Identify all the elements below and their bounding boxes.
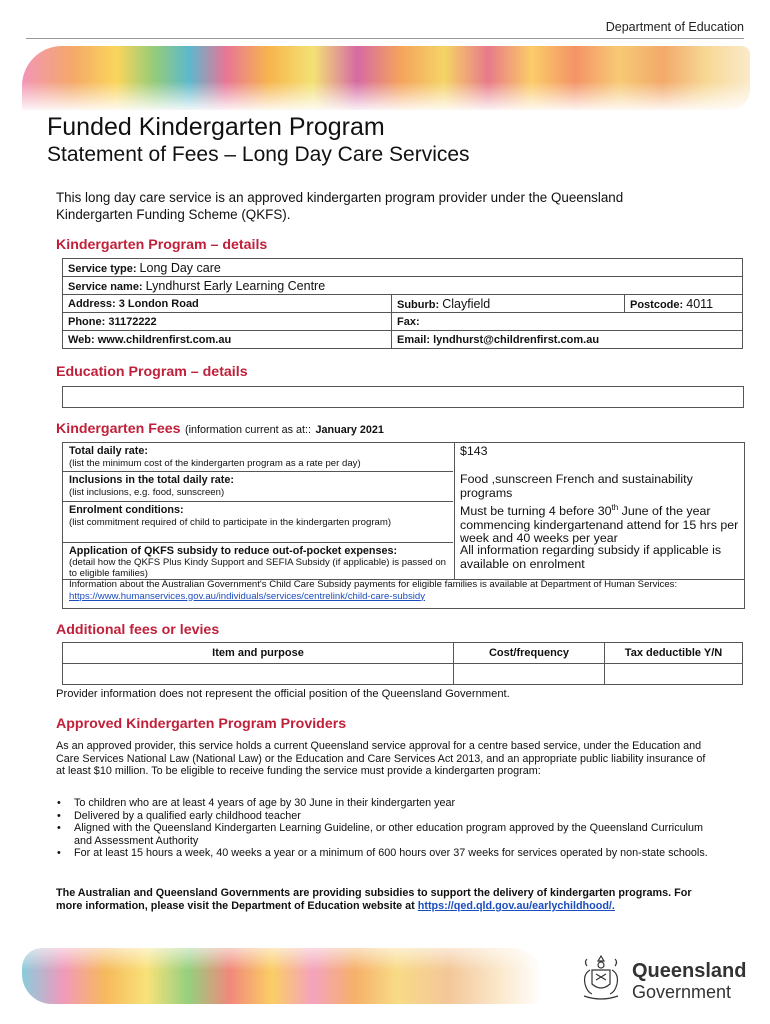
fees-sub-enrolment: (list commitment required of child to participate in the kindergarten program) [69,517,392,528]
fees-info-note [69,579,729,602]
education-details-field[interactable] [62,386,744,408]
fees-table [62,442,745,609]
fees-value-subsidy: All information regarding subsidy if applicable is available on enrolment [460,543,722,571]
bullet-icon: • [57,797,61,809]
list-item [56,847,716,860]
department-name: Department of Education [605,20,744,34]
bullet-icon: • [57,847,61,860]
bullet-icon: • [57,822,61,835]
decorative-banner-bottom [22,948,542,1004]
web-cell: Web: www.childrenfirst.com.au [63,331,392,349]
page-subtitle: Statement of Fees – Long Day Care Services [47,143,470,166]
service-name-label: Service name: [68,280,143,293]
column-item-purpose: Item and purpose [63,643,454,664]
service-type-cell [63,259,743,277]
bullet-icon: • [57,809,61,822]
fax-cell: Fax: [392,313,743,331]
fees-sub-subsidy: (detail how the QKFS Plus Kindy Support and SEFIA Subsidy (if applicable) is passed on to eligible families) [69,557,447,579]
fees-value-daily-rate: $143 [460,444,488,458]
fees-label-enrolment: Enrolment conditions: [69,504,184,516]
logo-text-government: Government [632,982,732,1002]
address-cell: Address: 3 London Road [63,295,392,313]
enrolment-text-sup: th [611,503,619,512]
fees-label-inclusions: Inclusions in the total daily rate: [69,474,234,486]
approved-providers-heading: Approved Kindergarten Program Providers [56,716,347,732]
suburb-value: Clayfield [442,296,491,311]
service-type-label: Service type: [68,262,137,275]
additional-fees-heading: Additional fees or levies [56,622,220,638]
list-item [56,822,716,847]
coat-of-arms-icon [578,952,624,1004]
fees-info-date: January 2021 [315,424,384,436]
suburb-cell [392,295,625,313]
fees-value-enrolment [460,501,740,546]
additional-fees-table [62,642,743,685]
logo-text-queensland: Queensland [632,960,747,982]
service-name-cell [63,277,743,295]
fees-row-daily-rate [63,443,453,472]
column-tax-deductible: Tax deductible Y/N [605,643,743,664]
closing-text: The Australian and Queensland Governments are providing subsidies to support the delivery of kindergarten programs. For more information, please visit the Department of Education website at [56,887,692,912]
provider-note: Provider information does not represent the official position of the Queensland Government. [56,688,510,700]
header-divider [26,38,744,39]
department-website-link[interactable]: https://qed.qld.gov.au/earlychildhood/. [417,900,615,912]
fees-row-subsidy [63,543,453,579]
fees-label-subsidy: Application of QKFS subsidy to reduce out-of-pocket expenses: [69,545,398,557]
page-title: Funded Kindergarten Program [47,113,385,141]
fees-value-inclusions: Food ,sunscreen French and sustainability programs [460,472,693,500]
intro-text: This long day care service is an approved kindergarten program provider under the Queensland Kindergarten Funding Scheme (QKFS). [56,190,624,222]
kindergarten-details-heading: Kindergarten Program – details [56,237,268,253]
fees-heading: Kindergarten Fees [56,421,181,437]
list-item-text: For at least 15 hours a week, 40 weeks a year or a minimum of 600 hours over 37 weeks for services operated by non-state schools. [74,847,708,860]
fees-label-daily-rate: Total daily rate: [69,445,148,457]
fees-row-enrolment [63,502,453,543]
service-type-value: Long Day care [139,260,221,275]
fees-info-text: Information about the Australian Government's Child Care Subsidy payments for eligible families is available at Department of Human Services: [69,579,678,590]
additional-tax-field[interactable] [605,664,743,685]
phone-cell: Phone: 31172222 [63,313,392,331]
list-item [56,797,716,810]
education-details-heading: Education Program – details [56,364,248,380]
fees-sub-daily-rate: (list the minimum cost of the kindergarten program as a rate per day) [69,458,361,469]
enrolment-text-a: Must be turning 4 before 30 [460,504,612,519]
additional-item-field[interactable] [63,664,454,685]
suburb-label: Suburb: [397,298,440,311]
requirements-list [56,797,716,860]
postcode-label: Postcode: [630,298,684,311]
list-item [56,810,716,823]
list-item-text: To children who are at least 4 years of age by 30 June in their kindergarten year [74,797,456,809]
kindergarten-details-table [62,258,743,349]
fees-heading-line [56,420,384,438]
fees-row-inclusions [63,472,453,502]
column-cost-frequency: Cost/frequency [454,643,605,664]
enrolment-text-b: June of the year commencing kindergartenand attend for 15 hrs per week and 40 weeks per year [460,504,739,546]
email-cell: Email: lyndhurst@childrenfirst.com.au [392,331,743,349]
decorative-banner-top [22,46,750,110]
fees-sub-inclusions: (list inclusions, e.g. food, sunscreen) [69,487,225,498]
child-care-subsidy-link[interactable]: https://www.humanservices.gov.au/individuals/services/centrelink/child-care-subsidy [69,590,426,602]
additional-cost-field[interactable] [454,664,605,685]
fees-info-prefix: (information current as at:: [185,424,312,436]
list-item-text: Aligned with the Queensland Kindergarten Learning Guideline, or other education program approved by the Queensland Curriculum and Assessment Authority [74,822,704,847]
fees-values-column [454,443,744,579]
approved-providers-paragraph: As an approved provider, this service holds a current Queensland service approval for a centre based service, under the Education and Care Services National Law (National Law) or the Education and Care Services Act 2013, and an appropriate public liability insurance of at least $10 million. To be eligible to receive funding the service must provide a kindergarten program: [56,740,706,778]
queensland-government-logo [578,950,748,1006]
postcode-cell [625,295,743,313]
service-name-value: Lyndhurst Early Learning Centre [145,278,326,293]
closing-statement [56,887,716,913]
postcode-value: 4011 [686,296,714,311]
list-item-text: Delivered by a qualified early childhood teacher [74,809,301,822]
